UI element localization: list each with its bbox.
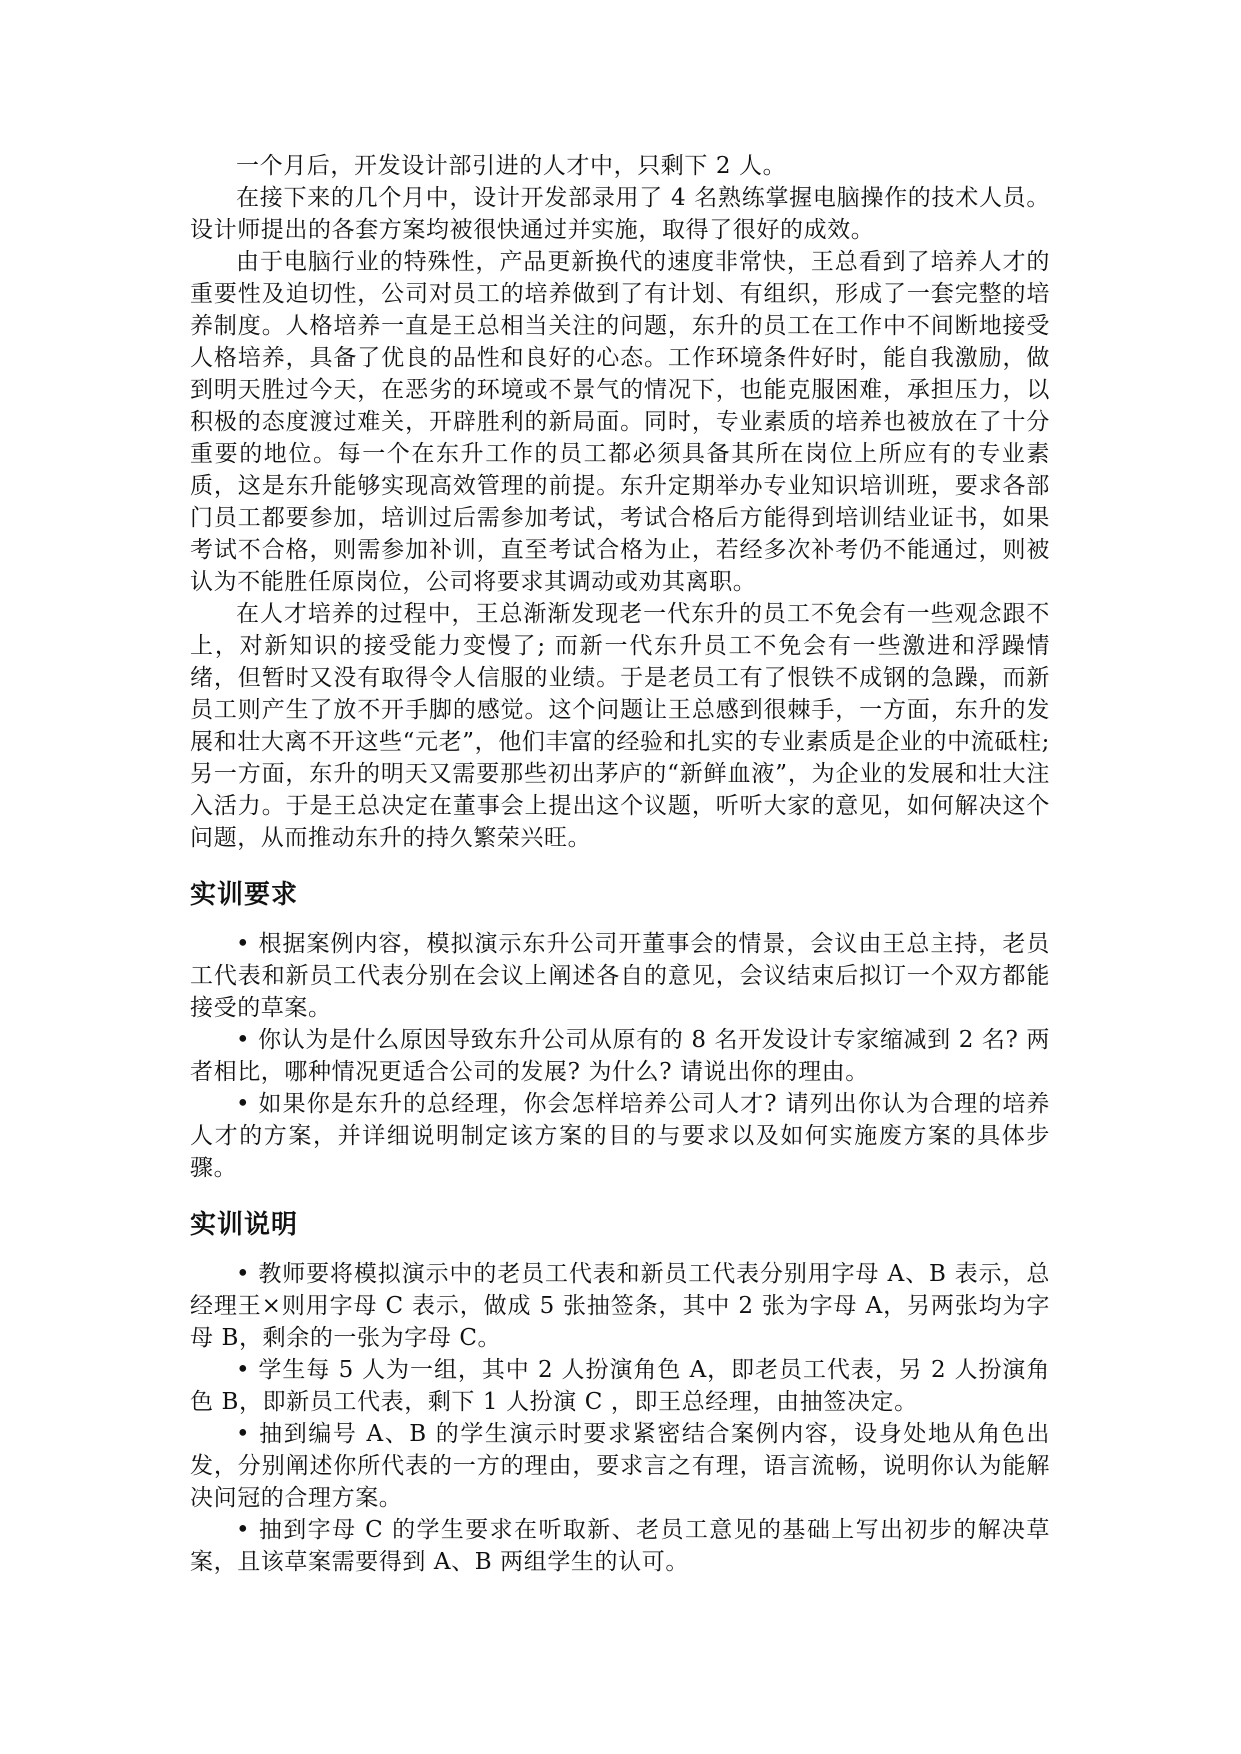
paragraph: 在人才培养的过程中，王总渐渐发现老一代东升的员工不免会有一些观念跟不上，对新知识的接受能力变慢了; 而新一代东升员工不免会有一些激进和浮躁情绪，但暂时又没有取得令人信服的业绩。于是老员工有了恨铁不成钢的急躁，而新员工则产生了放不开手脚的感觉。这个问题让王总感到很棘手，一方面，东升的发展和壮大离不开这些“元老”，他们丰富的经验和扎实的专业素质是企业的中流砥柱; 另一方面，东升的明天又需要那些初出茅庐的“新鲜血液”，为企业的发展和壮大注入活力。于是王总决定在董事会上提出这个议题，听听大家的意见，如何解决这个问题，从而推动东升的持久繁荣兴旺。 xyxy=(190,601,1050,851)
paragraph: 由于电脑行业的特殊性，产品更新换代的速度非常快，王总看到了培养人才的重要性及迫切性，公司对员工的培养做到了有计划、有组织，形成了一套完整的培养制度。人格培养一直是王总相当关注的问题，东升的员工在工作中不间断地接受人格培养，具备了优良的品性和良好的心态。工作环境条件好时，能自我激励，做到明天胜过今天，在恶劣的环境或不景气的情况下，也能克服困难，承担压力，以积极的态度渡过难关，开辟胜利的新局面。同时，专业素质的培养也被放在了十分重要的地位。每一个在东升工作的员工都必须具备其所在岗位上所应有的专业素质，这是东升能够实现高效管理的前提。东升定期举办专业知识培训班，要求各部门员工都要参加，培训过后需参加考试，考试合格后方能得到培训结业证书，如果考试不合格，则需参加补训，直至考试合格为止，若经多次补考仍不能通过，则被认为不能胜任原岗位，公司将要求其调动或劝其离职。 xyxy=(190,249,1050,595)
paragraph: 一个月后，开发设计部引进的人才中，只剩下 2 人。 xyxy=(236,153,787,179)
list-item: • 学生每 5 人为一组，其中 2 人扮演角色 A，即老员工代表，另 2 人扮演角色 B，即新员工代表，剩下 1 人扮演 C ，即王总经理，由抽签决定。 xyxy=(190,1357,1050,1415)
list-item: • 如果你是东升的总经理，你会怎样培养公司人才? 请列出你认为合理的培养人才的方案，并详细说明制定该方案的目的与要求以及如何实施废方案的具体步骤。 xyxy=(190,1091,1050,1181)
section-heading-instructions: 实训说明 xyxy=(190,1210,299,1240)
list-item: • 抽到字母 C 的学生要求在听取新、老员工意见的基础上写出初步的解决草案，且该草案需要得到 A、B 两组学生的认可。 xyxy=(190,1517,1050,1575)
list-item: • 根据案例内容，模拟演示东升公司开董事会的情景，会议由王总主持，老员工代表和新员工代表分别在会议上阐述各自的意见，会议结束后拟订一个双方都能接受的草案。 xyxy=(190,931,1050,1021)
list-item: • 抽到编号 A、B 的学生演示时要求紧密结合案例内容，设身处地从角色出发，分别阐述你所代表的一方的理由，要求言之有理，语言流畅，说明你认为能解决问冠的合理方案。 xyxy=(190,1421,1050,1511)
document-body xyxy=(190,150,1050,1578)
list-item: • 教师要将模拟演示中的老员工代表和新员工代表分别用字母 A、B 表示，总经理王×则用字母 C 表示，做成 5 张抽签条，其中 2 张为字母 A，另两张均为字母 B，剩余的一张为字母 C。 xyxy=(190,1261,1050,1351)
section-heading-requirements: 实训要求 xyxy=(190,880,299,910)
paragraph: 在接下来的几个月中，设计开发部录用了 4 名熟练掌握电脑操作的技术人员。设计师提出的各套方案均被很快通过并实施，取得了很好的成效。 xyxy=(190,185,1050,243)
list-item: • 你认为是什么原因导致东升公司从原有的 8 名开发设计专家缩减到 2 名? 两者相比，哪种情况更适合公司的发展? 为什么? 请说出你的理由。 xyxy=(190,1027,1050,1085)
